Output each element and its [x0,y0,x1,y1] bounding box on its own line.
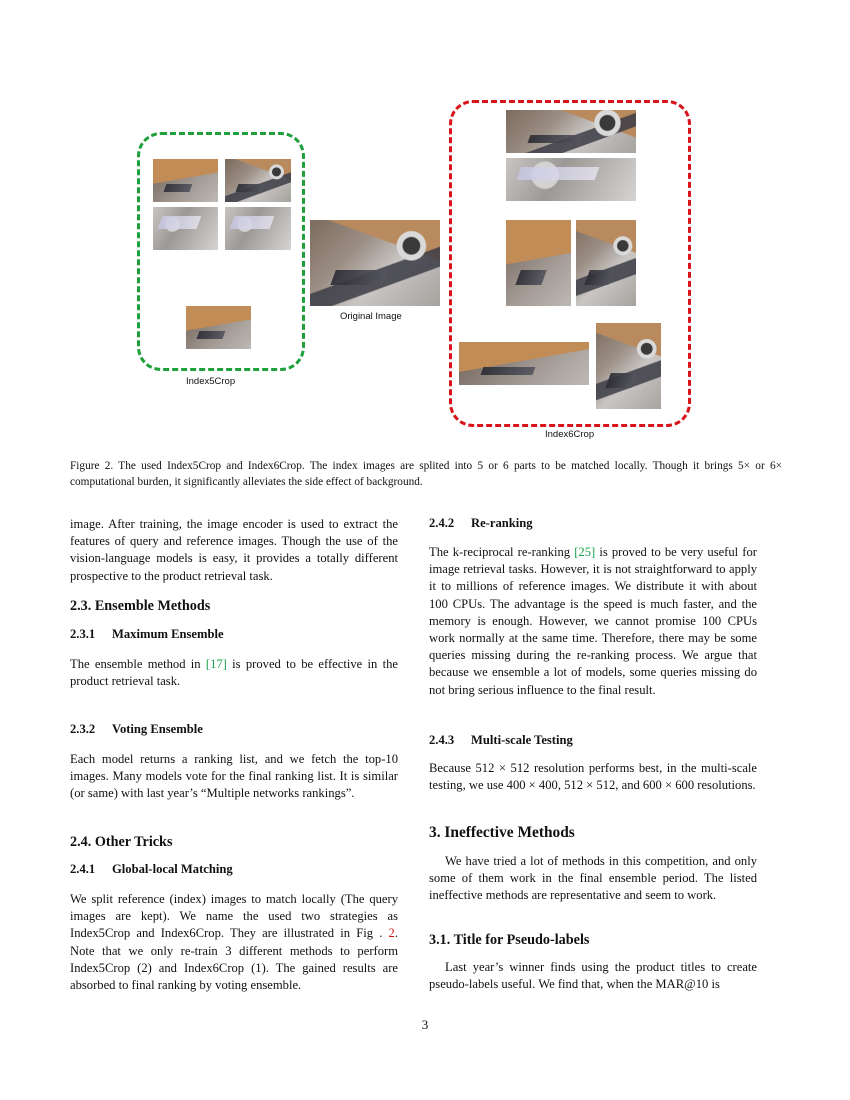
section-2-4-2-body [429,544,757,699]
index6-crop-left-half [506,220,571,306]
heading-2-3-2 [70,722,203,737]
paragraph: Last year’s winner finds using the product titles to create pseudo-labels useful. We find that, when the MAR@10 is [429,960,757,992]
index6crop-label: Index6Crop [545,429,595,440]
citation-25[interactable]: [25] [574,545,596,559]
heading-text: Global-local Matching [112,862,233,876]
section-2-3-1-body [70,656,398,690]
heading-2-4: 2.4. Other Tricks [70,834,173,850]
index6-crop-bottom-half [506,158,636,201]
index5-crop-bottom-left [153,207,218,250]
intro-paragraph: image. After training, the image encoder is used to extract the features of query and reference images. Though the use of the vision-language models is easy, it provides a totally different prospective to the product retrieval task. [70,517,398,583]
text: . Note that we only re-train 3 different methods to perform Index5Crop (2) and Index6Crop (1). The gained results are absorbed to final ranking by voting ensemble. [70,926,398,993]
index5-crop-bottom-right [225,207,291,250]
heading-2-4-3 [429,733,573,748]
section-2-4-1-body [70,891,398,994]
page-number: 3 [421,1017,429,1032]
heading-text: Re-ranking [471,516,533,530]
heading-2-3-1 [70,627,224,642]
heading-3-1: 3.1. Title for Pseudo-labels [429,932,590,948]
section-3-body [429,853,757,905]
text: The ensemble method in [70,657,206,671]
index6-crop-right-half [576,220,636,306]
text: The k-reciprocal re-ranking [429,545,575,559]
text: is proved to be effective in the product retrieval task. [70,657,398,689]
paragraph: Each model returns a ranking list, and we fetch the top-10 images. Many models vote for the final ranking list. It is similar (or same) with last year’s “Multiple networks rankings”. [70,752,398,801]
citation-17[interactable]: [17] [205,657,227,671]
left-intro [70,516,398,585]
heading-number: 2.3.2 [70,722,96,736]
heading-text: Voting Ensemble [112,722,203,736]
index5-crop-top-left [153,159,218,202]
heading-2-4-2 [429,516,533,531]
heading-number: 2.4.2 [429,516,455,530]
index6-crop-center-wide [459,342,589,385]
heading-3: 3. Ineffective Methods [429,824,575,841]
section-2-4-3-body [429,760,757,794]
heading-number: 2.4.1 [70,862,96,876]
index5crop-label: Index5Crop [186,376,236,387]
original-image-label: Original Image [340,311,402,322]
index5-crop-top-right [225,159,291,202]
text: We split reference (index) images to match locally (The query images are kept). We name the used two strategies as Index5Crop and Index6Crop. They are illustrated in Fig . [70,892,398,941]
paragraph: We have tried a lot of methods in this competition, and only some of them work in the final ensemble period. The listed ineffective methods are representative and seem to work. [429,854,757,903]
heading-text: Multi-scale Testing [471,733,573,747]
heading-2-4-1 [70,862,233,877]
index6-crop-top-half [506,110,636,153]
heading-number: 2.4.3 [429,733,455,747]
heading-text: Maximum Ensemble [112,627,224,641]
heading-number: 2.3.1 [70,627,96,641]
figure-caption: Figure 2. The used Index5Crop and Index6Crop. The index images are splited into 5 or 6 parts to be matched locally. Though it brings 5× or 6× computational burden, it significantly alleviates the side effect of background. [70,460,782,488]
section-2-3-2-body [70,751,398,803]
figure-ref-2[interactable]: 2 [388,926,395,941]
text: is proved to be very useful for image retrieval tasks. However, it is not straightforward to apply it to millions of reference images. We distribute it with about 100 CPUs. The advantage is the speed is much faster, and the memory is enough. However, we cannot promise 100 CPUs work normally at the same time. Therefore, there may be some queries missing during the re-ranking process. We argue that because we ensemble a lot of models, some queries missing do not bring serious influence to the final result. [429,545,757,697]
section-3-1-body [429,959,757,993]
index5-crop-center [186,306,251,349]
heading-2-3: 2.3. Ensemble Methods [70,598,211,614]
index6-crop-center-tall [596,323,661,409]
paragraph: Because 512 × 512 resolution performs best, in the multi-scale testing, we use 400 × 400, 512 × 512, and 600 × 600 resolutions. [429,761,757,793]
original-image [310,220,440,306]
